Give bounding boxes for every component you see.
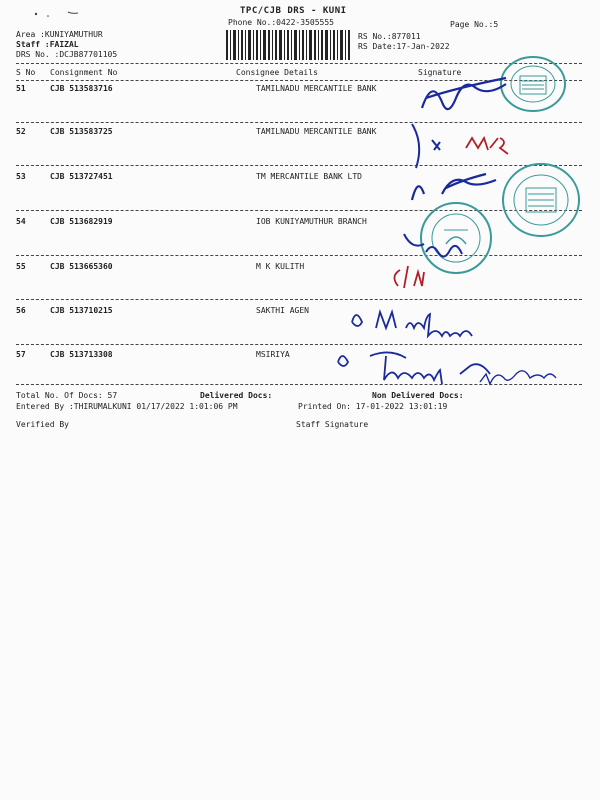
handwritten-signature-icon [330, 346, 580, 390]
row-consignment: CJB 513710215 [50, 306, 113, 315]
row-sno: 51 [16, 84, 26, 93]
col-consignee: Consignee Details [236, 68, 318, 77]
row-consignee: IOB KUNIYAMUTHUR BRANCH [256, 217, 367, 226]
page-number: Page No.:5 [450, 20, 499, 29]
row-consignment: CJB 513583725 [50, 127, 113, 136]
row-divider [16, 299, 582, 300]
staff-label: Staff :FAIZAL [16, 40, 79, 49]
row-sno: 55 [16, 262, 26, 271]
rs-number: RS No.:877011 [358, 32, 421, 41]
row-consignee: TM MERCANTILE BANK LTD [256, 172, 362, 181]
row-consignee: SAKTHI AGEN [256, 306, 309, 315]
phone-number: Phone No.:0422-3505555 [228, 18, 334, 27]
printed-on: Printed On: 17-01-2022 13:01:19 [298, 402, 448, 411]
row-consignment: CJB 513682919 [50, 217, 113, 226]
barcode [226, 30, 352, 60]
entered-by: Entered By :THIRUMALKUNI 01/17/2022 1:01:06 PM [16, 402, 238, 411]
scan-speck-icon [30, 8, 90, 22]
handwritten-signature-icon [346, 304, 496, 338]
row-sno: 53 [16, 172, 26, 181]
document-title: TPC/CJB DRS - KUNI [240, 6, 347, 16]
row-sno: 52 [16, 127, 26, 136]
col-sno: S No [16, 68, 36, 77]
handwritten-mark-icon [386, 262, 436, 292]
row-sno: 57 [16, 350, 26, 359]
row-consignee: TAMILNADU MERCANTILE BANK [256, 127, 377, 136]
row-consignee: M K KULITH [256, 262, 305, 271]
col-consignment: Consignment No [50, 68, 118, 77]
drs-number: DRS No. :DCJB87701105 [16, 50, 118, 59]
row-consignment: CJB 513583716 [50, 84, 113, 93]
area-label: Area :KUNIYAMUTHUR [16, 30, 103, 39]
verified-by: Verified By [16, 420, 69, 429]
row-consignment: CJB 513727451 [50, 172, 113, 181]
total-docs: Total No. Of Docs: 57 [16, 391, 118, 400]
row-divider [16, 210, 582, 211]
barcode-icon [226, 30, 352, 60]
row-consignee: TAMILNADU MERCANTILE BANK [256, 84, 377, 93]
row-consignment: CJB 513713308 [50, 350, 113, 359]
row-sno: 56 [16, 306, 26, 315]
staff-signature: Staff Signature [296, 420, 369, 429]
delivered-docs: Delivered Docs: [200, 391, 273, 400]
handwritten-signature-icon [402, 160, 502, 210]
row-consignment: CJB 513665360 [50, 262, 113, 271]
col-signature: Signature [418, 68, 462, 77]
row-divider [16, 255, 582, 256]
row-sno: 54 [16, 217, 26, 226]
row-divider [16, 344, 582, 345]
non-delivered-docs: Non Delivered Docs: [372, 391, 464, 400]
rs-date: RS Date:17-Jan-2022 [358, 42, 450, 51]
row-consignee: MSIRIYA [256, 350, 290, 359]
